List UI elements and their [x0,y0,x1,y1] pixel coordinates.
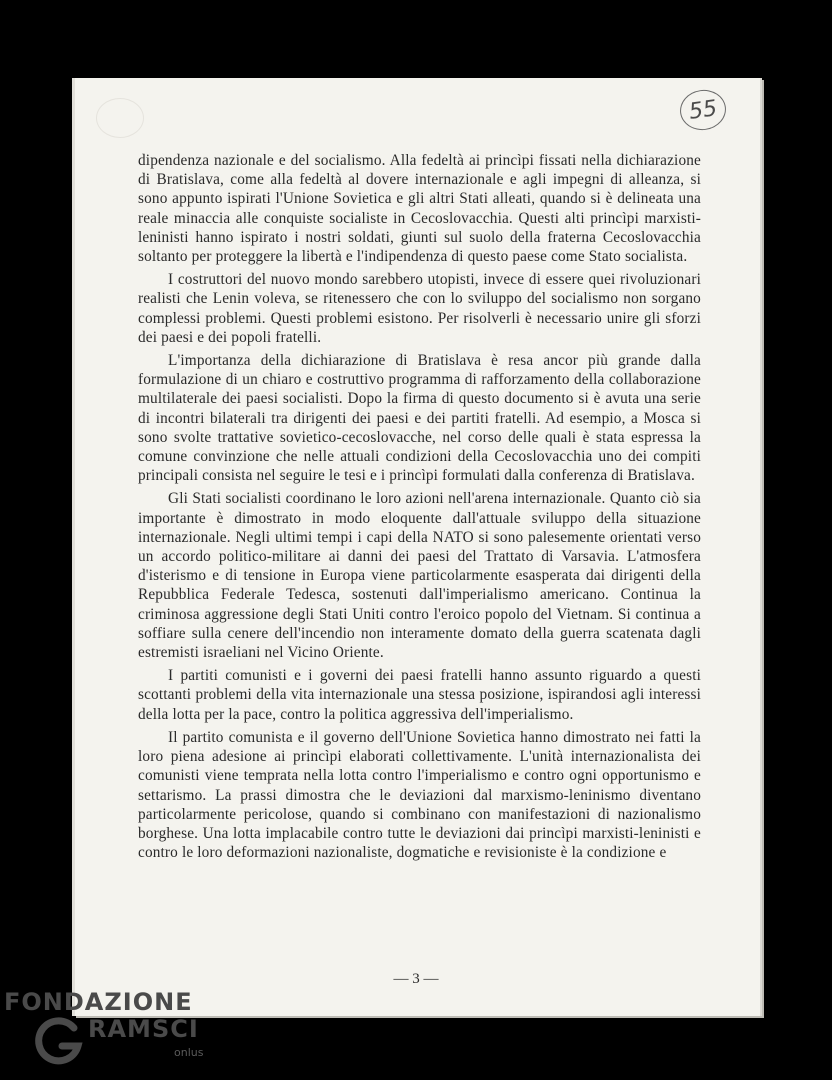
gramsci-g-logo-icon [34,1016,86,1068]
archive-number-text: 55 [687,95,719,125]
faint-stamp-mark [96,98,144,138]
handwritten-archive-number [677,87,728,133]
document-body [138,151,701,866]
document-page [72,78,760,1016]
page-number: — 3 — [393,971,439,987]
paragraph-6: Il partito comunista e il governo dell'Unione Sovietica hanno dimostrato nei fatti la loro piena adesione ai princìpi elaborati collettivamente. L'unità internazionalista dei comunisti viene temprata nella lotta contro l'imperialismo e contro ogni opportunismo e settarismo. La prassi dimostra che le deviazioni dal marxismo-leninismo diventano particolarmente pericolose, quando si combinano con manifestazioni di nazionalismo borghese. Una lotta implacabile contro tutte le deviazioni dai princìpi marxisti-leninisti e contro le loro deformazioni nazionaliste, dogmatiche e revisioniste è la condizione e [138,728,701,862]
paragraph-4: Gli Stati socialisti coordinano le loro azioni nell'arena internazionale. Quanto ciò sia importante è dimostrato in modo eloquente dall'attuale sviluppo della situazione internazionale. Negli ultimi tempi i capi della NATO si sono palesemente orientati verso un accordo politico-militare ai danni dei paesi del Trattato di Varsavia. L'atmosfera d'isterismo e di tensione in Europa viene particolarmente esasperata dai dirigenti della Repubblica Federale Tedesca, sostenuti dall'imperialismo americano. Continua la criminosa aggressione degli Stati Uniti contro l'eroico popolo del Vietnam. Si continua a soffiare sulla cenere dell'incendio non interamente domato della guerra scatenata dagli estremisti israeliani nel Vicino Oriente. [138,490,701,662]
paragraph-5: I partiti comunisti e i governi dei paesi fratelli hanno assunto riguardo a questi scottanti problemi della vita internazionale una stessa posizione, ispirandosi agli interessi della lotta per la pace, contro la politica aggressiva dell'imperialismo. [138,667,701,723]
paragraph-1: dipendenza nazionale e del socialismo. Alla fedeltà ai princìpi fissati nella dichiarazione di Bratislava, come alla fedeltà al dovere internazionale e agli impegni di alleanza, si sono appunto ispirati l'Unione Sovietica e gli altri Stati alleati, quando si è delineata una reale minaccia alle conquiste socialiste in Cecoslovacchia. Questi alti princìpi marxisti-leninisti hanno ispirato i nostri soldati, giunti sul suolo della fraterna Cecoslovacchia soltanto per proteggere la libertà e l'indipendenza di questo paese come Stato socialista. [138,152,701,266]
page-left-edge [72,78,75,1016]
watermark-line-1: FONDAZIONE [4,988,193,1016]
paragraph-3: L'importanza della dichiarazione di Bratislava è resa ancor più grande dalla formulazione di un chiaro e costruttivo programma di rafforzamento della collaborazione multilaterale dei paesi socialisti. Dopo la firma di questo documento si è avuta una serie di incontri bilaterali tra dirigenti dei paesi e dei partiti fratelli. Ad esempio, a Mosca si sono svolte trattative sovietico-cecoslovacche, nel corso delle quali è stata espressa la comune convinzione che nelle attuali condizioni della Cecoslovacchia uno dei compiti principali consista nel seguire le tesi e i princìpi formulati dalla conferenza di Bratislava. [138,352,701,485]
paragraph-2: I costruttori del nuovo mondo sarebbero utopisti, invece di essere quei rivoluzionari realisti che Lenin voleva, se ritenessero che con lo sviluppo del socialismo non sorgano complessi problemi. Questi problemi esistono. Per risolverli è necessario unire gli sforzi dei paesi e dei popoli fratelli. [138,271,701,346]
watermark-line-2: RAMSCI [88,1015,199,1043]
fondazione-gramsci-watermark [2,986,212,1076]
watermark-line-3: onlus [174,1046,204,1059]
